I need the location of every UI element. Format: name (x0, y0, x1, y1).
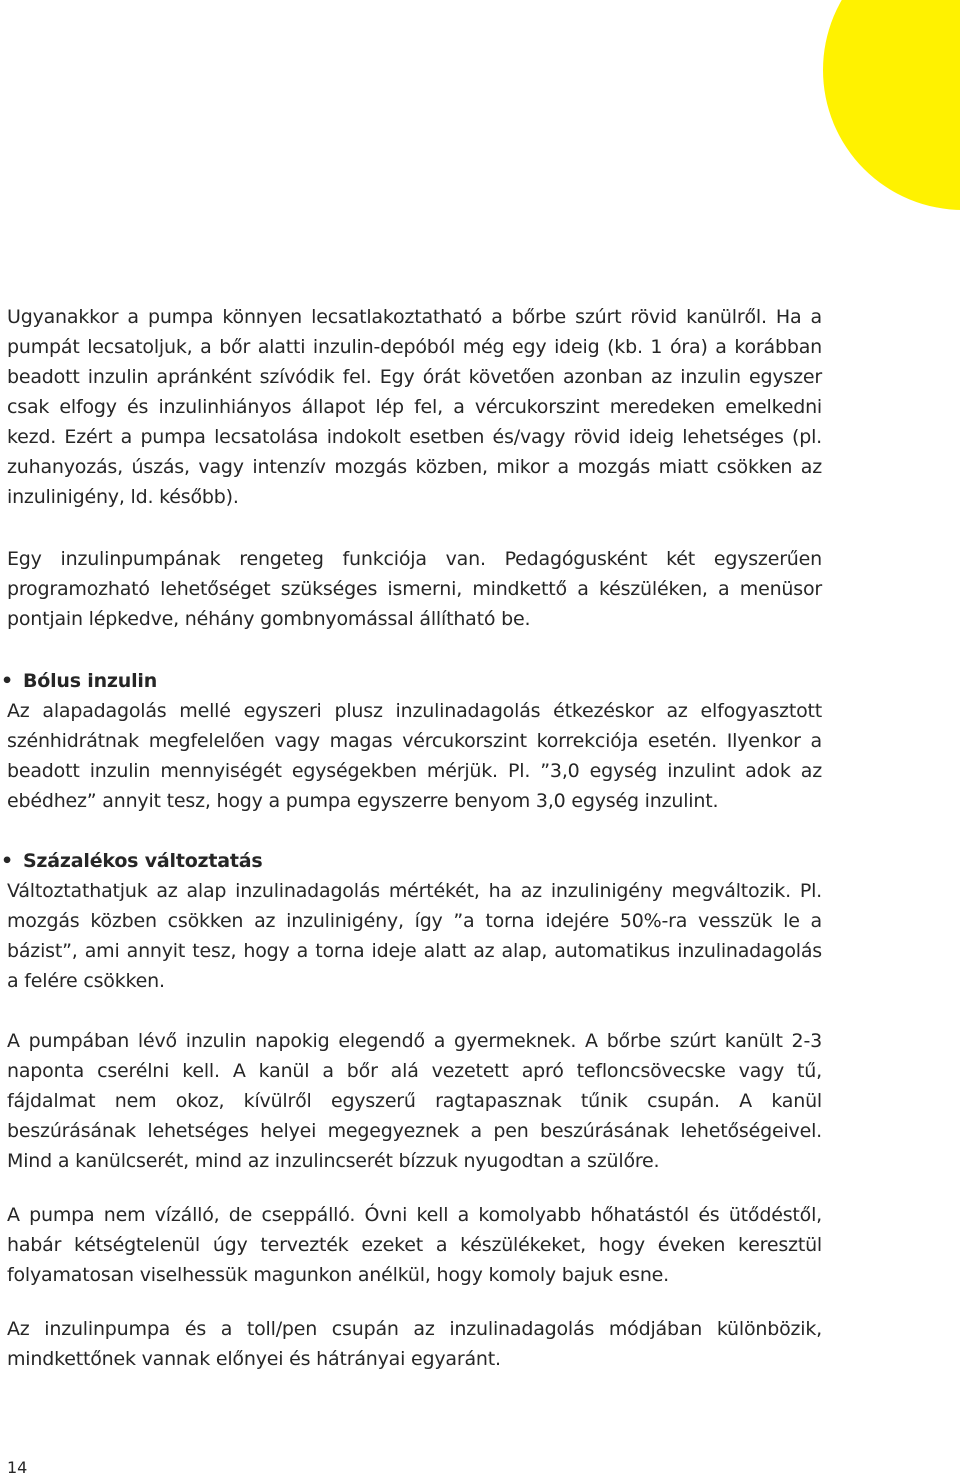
bullet-body: Változtathatjuk az alap inzulinadagolás mértékét, ha az inzulinigény megváltozik. Pl. mozgás közben csökken az inzulinigény, így ”a torna idejére 50%-ra vesszük le a bázist”, ami annyit tesz, hogy a torna ideje alatt az alap, automatikus inzulinadagolás a felére csökken. (7, 880, 822, 992)
bullet-heading (1, 846, 822, 876)
paragraph-comparison: Az inzulinpumpa és a toll/pen csupán az inzulinadagolás módjában különbözik, mindkettőnek vannak előnyei és hátrányai egyaránt. (7, 1318, 822, 1370)
bullet-heading-label: Százalékos változtatás (22, 850, 263, 872)
paragraph-pump-disconnect: Ugyanakkor a pumpa könnyen lecsatlakoztatható a bőrbe szúrt rövid kanülről. Ha a pumpát lecsatoljuk, a bőr alatti inzulin-depóból még egy ideig (kb. 1 óra) a korábban beadott inzulin apránként szívódik fel. Egy órát követően azonban az inzulin egyszer csak elfogy és inzulinhiányos állapot lép fel, a vércukorszint meredeken emelkedni kezd. Ezért a pumpa lecsatolása indokolt esetben és/vagy rövid ideig lehetséges (pl. zuhanyozás, úszás, vagy intenzív mozgás közben, mikor a mozgás miatt csökken az inzulinigény, ld. később). (7, 306, 822, 508)
page-number: 14 (7, 1458, 28, 1477)
bullet-dot-icon: • (1, 670, 13, 692)
page-body (1, 302, 822, 1398)
paragraph-cannula: A pumpában lévő inzulin napokig elegendő a gyermeknek. A bőrbe szúrt kanült 2-3 naponta cserélni kell. A kanül a bőr alá vezetett apró tefloncsövecske vagy tű, fájdalmat nem okoz, kívülről egyszerű ragtapasznak tűnik csupán. A kanül beszúrásának lehetséges helyei megegyeznek a pen beszúrásának lehetőségeivel. Mind a kanülcserét, mind az inzulincserét bízzuk nyugodtan a szülőre. (7, 1030, 822, 1172)
paragraph-water-resistance: A pumpa nem vízálló, de cseppálló. Óvni kell a komolyabb hőhatástól és ütődéstől, habár kétségtelenül úgy tervezték ezeket a készülékeket, hogy éveken keresztül folyamatosan viselhessük magunkon anélkül, hogy komoly bajuk esne. (7, 1204, 822, 1286)
decorative-yellow-circle (823, 0, 960, 210)
bullet-heading-label: Bólus inzulin (22, 670, 158, 692)
paragraph-pump-functions: Egy inzulinpumpának rengeteg funkciója van. Pedagógusként két egyszerűen programozható lehetőséget szükséges ismerni, mindkettő a készüléken, a menüsor pontjain lépkedve, néhány gombnyomással állítható be. (7, 548, 822, 630)
bullet-dot-icon: • (1, 850, 13, 872)
bullet-heading (1, 666, 822, 696)
bullet-bolus (1, 666, 822, 816)
bullet-percent-change (1, 846, 822, 996)
bullet-body: Az alapadagolás mellé egyszeri plusz inzulinadagolás étkezéskor az elfogyasztott szénhidrátnak megfelelően vagy magas vércukorszint korrekciója esetén. Ilyenkor a beadott inzulin mennyiségét egységekben mérjük. Pl. ”3,0 egység inzulint adok az ebédhez” annyit tesz, hogy a pumpa egyszerre benyom 3,0 egység inzulint. (7, 700, 822, 812)
